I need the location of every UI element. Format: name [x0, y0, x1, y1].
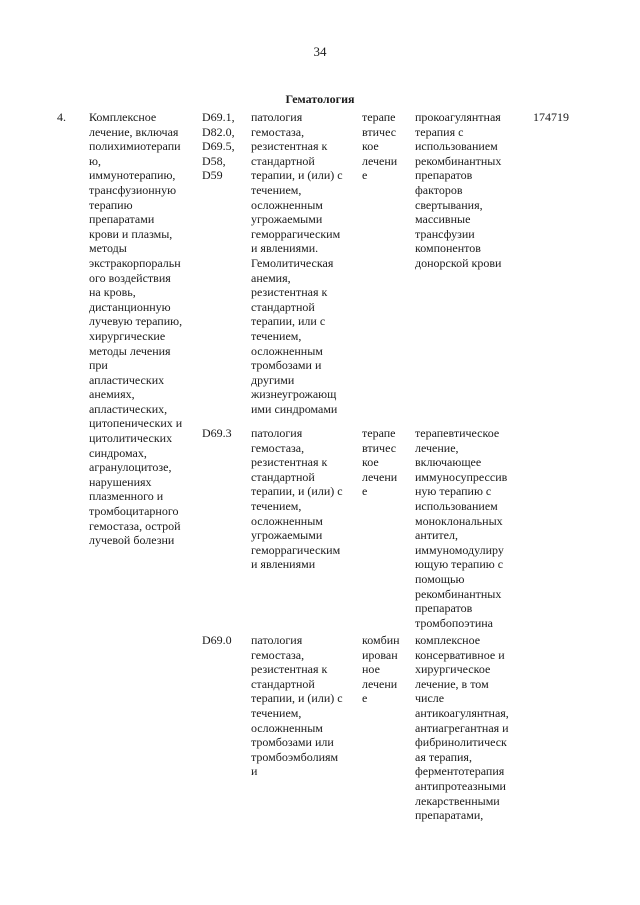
disease-model: патология гемостаза, резистентная к стандартной терапии, и (или) с течением, осложненным тромбозами или тромбоэмболиям и — [251, 633, 343, 779]
disease-model: патология гемостаза, резистентная к стандартной терапии, и (или) с течением, осложненным угрожаемыми геморрагическим и явлениями. Гемолитическая анемия, резистентная к стандартной терапии, или с течением, осложненным тромбозами и другими жизнеугрожающ ими синдромами — [251, 110, 343, 416]
treatment-type: терапе втичес кое лечени е — [362, 110, 398, 183]
disease-model: патология гемостаза, резистентная к стандартной терапии, и (или) с течением, осложненным угрожаемыми геморрагическим и явлениями — [251, 426, 343, 572]
icd-codes: D69.0 — [202, 633, 232, 647]
treatment-type: комбин ирован ное лечени е — [362, 633, 400, 706]
treatment-type: терапе втичес кое лечени е — [362, 426, 398, 499]
treatment-method: прокоагулянтная терапия с использованием рекомбинантных препаратов факторов свертывания, массивные трансфузии компонентов донорской крови — [415, 110, 502, 270]
treatment-method: терапевтическое лечение, включающее иммуносупрессив ную терапию с использованием моноклональных антител, иммуномодулиру ющую терапию с помощью рекомбинантных препаратов тромбопоэтина — [415, 426, 508, 630]
treatment-method: комплексное консервативное и хирургическое лечение, в том числе антикоагулянтная, антиагрегантная и фибринолитическ ая терапия, ферментотерапия антипротеазными лекарственными препаратами, — [415, 633, 509, 823]
page-number: 34 — [313, 44, 327, 59]
section-title: Гематология — [285, 92, 355, 106]
row-number: 4. — [57, 110, 66, 124]
icd-codes: D69.1, D82.0, D69.5, D58, D59 — [202, 110, 235, 183]
financial-norm: 174719 — [533, 110, 569, 124]
icd-codes: D69.3 — [202, 426, 232, 440]
treatment-description: Комплексное лечение, включая полихимиотерапи ю, иммунотерапию, трансфузионную терапию препаратами крови и плазмы, методы экстракорпоральн ого воздействия на кровь, дистанционную лучевую терапию, хирургические методы лечения при апластических анемиях, апластических, цитопенических и цитолитических синдромах, агранулоцитозе, нарушениях плазменного и тромбоцитарного гемостаза, острой лучевой болезни — [89, 110, 183, 548]
